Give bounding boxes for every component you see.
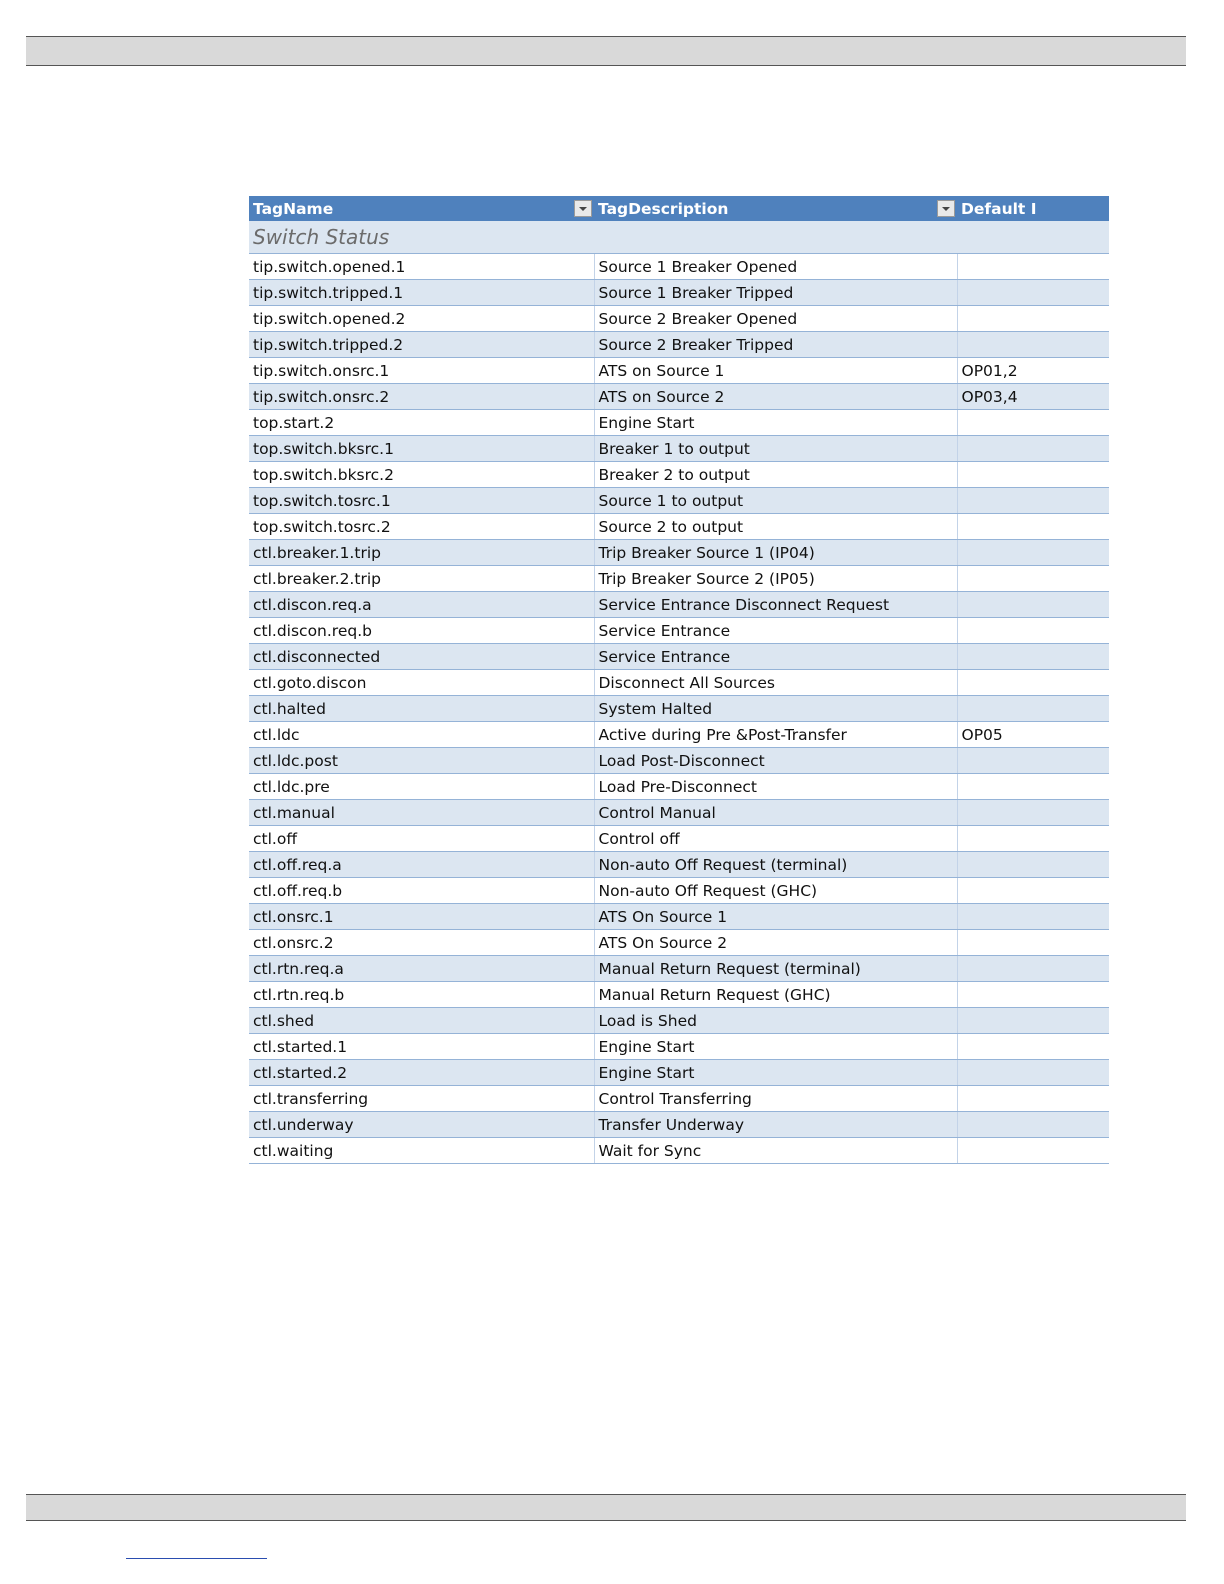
cell-tagdescription[interactable]: ATS On Source 2 [594, 930, 957, 956]
cell-default[interactable] [957, 592, 1109, 618]
cell-tagname[interactable]: ctl.ldc [249, 722, 594, 748]
cell-default[interactable] [957, 1060, 1109, 1086]
table-row [249, 462, 1109, 488]
table-row [249, 514, 1109, 540]
cell-default[interactable] [957, 488, 1109, 514]
cell-tagname[interactable]: top.start.2 [249, 410, 594, 436]
table-row [249, 1060, 1109, 1086]
cell-tagname[interactable]: tip.switch.onsrc.1 [249, 358, 594, 384]
table-row [249, 410, 1109, 436]
cell-tagname[interactable]: ctl.off.req.b [249, 878, 594, 904]
table-row [249, 1112, 1109, 1138]
cell-tagname[interactable]: ctl.waiting [249, 1138, 594, 1164]
cell-default[interactable] [957, 904, 1109, 930]
cell-default[interactable] [957, 332, 1109, 358]
table-row [249, 722, 1109, 748]
cell-tagdescription[interactable]: Control Manual [594, 800, 957, 826]
column-header-label: TagName [253, 199, 334, 218]
cell-default[interactable] [957, 410, 1109, 436]
cell-tagname[interactable]: ctl.manual [249, 800, 594, 826]
cell-tagdescription[interactable]: Source 1 to output [594, 488, 957, 514]
cell-tagname[interactable]: ctl.shed [249, 1008, 594, 1034]
cell-default[interactable]: OP03,4 [957, 384, 1109, 410]
cell-tagdescription[interactable]: Load is Shed [594, 1008, 957, 1034]
cell-tagdescription[interactable]: Service Entrance [594, 644, 957, 670]
cell-tagname[interactable]: ctl.goto.discon [249, 670, 594, 696]
cell-default[interactable] [957, 852, 1109, 878]
cell-default[interactable] [957, 1034, 1109, 1060]
cell-tagdescription[interactable]: ATS on Source 1 [594, 358, 957, 384]
cell-tagdescription[interactable]: Control Transferring [594, 1086, 957, 1112]
column-header-tagname [249, 196, 594, 221]
cell-default[interactable] [957, 514, 1109, 540]
cell-tagdescription[interactable]: Manual Return Request (GHC) [594, 982, 957, 1008]
cell-tagname[interactable]: tip.switch.opened.2 [249, 306, 594, 332]
cell-default[interactable] [957, 956, 1109, 982]
table-row [249, 878, 1109, 904]
table-row [249, 332, 1109, 358]
cell-tagdescription[interactable]: Non-auto Off Request (terminal) [594, 852, 957, 878]
cell-tagdescription[interactable]: Breaker 1 to output [594, 436, 957, 462]
table-row [249, 774, 1109, 800]
cell-tagdescription[interactable]: Trip Breaker Source 1 (IP04) [594, 540, 957, 566]
table-header-row [249, 196, 1109, 221]
cell-default[interactable] [957, 540, 1109, 566]
cell-tagdescription[interactable]: Control off [594, 826, 957, 852]
table-row [249, 956, 1109, 982]
cell-default[interactable] [957, 878, 1109, 904]
cell-tagdescription[interactable]: Load Pre-Disconnect [594, 774, 957, 800]
cell-tagdescription[interactable]: ATS On Source 1 [594, 904, 957, 930]
cell-default[interactable] [957, 930, 1109, 956]
cell-default[interactable] [957, 462, 1109, 488]
cell-tagname[interactable]: top.switch.bksrc.1 [249, 436, 594, 462]
column-header-label: Default I [961, 199, 1037, 218]
cell-tagname[interactable]: ctl.onsrc.2 [249, 930, 594, 956]
cell-tagdescription[interactable]: Active during Pre &Post-Transfer [594, 722, 957, 748]
footer-band [26, 1494, 1186, 1521]
column-header-label: TagDescription [598, 199, 729, 218]
filter-dropdown-icon[interactable] [937, 200, 955, 217]
cell-tagdescription[interactable]: Source 2 Breaker Tripped [594, 332, 957, 358]
table-row [249, 982, 1109, 1008]
cell-tagdescription[interactable]: Engine Start [594, 410, 957, 436]
cell-tagdescription[interactable]: Transfer Underway [594, 1112, 957, 1138]
cell-tagdescription[interactable]: Load Post-Disconnect [594, 748, 957, 774]
cell-default[interactable] [957, 1008, 1109, 1034]
table-row [249, 280, 1109, 306]
table-row [249, 852, 1109, 878]
cell-default[interactable] [957, 774, 1109, 800]
cell-tagname[interactable]: ctl.disconnected [249, 644, 594, 670]
cell-tagname[interactable]: ctl.discon.req.b [249, 618, 594, 644]
cell-default[interactable] [957, 1112, 1109, 1138]
cell-default[interactable] [957, 696, 1109, 722]
cell-tagname[interactable]: ctl.halted [249, 696, 594, 722]
footer-link-underline [126, 1558, 267, 1559]
cell-default[interactable] [957, 748, 1109, 774]
table-row [249, 358, 1109, 384]
cell-tagname[interactable]: ctl.rtn.req.a [249, 956, 594, 982]
cell-tagdescription[interactable]: Source 2 to output [594, 514, 957, 540]
table-row [249, 1034, 1109, 1060]
cell-tagname[interactable]: ctl.ldc.post [249, 748, 594, 774]
cell-tagdescription[interactable]: Service Entrance Disconnect Request [594, 592, 957, 618]
column-header-default [957, 196, 1109, 221]
cell-default[interactable] [957, 982, 1109, 1008]
cell-default[interactable] [957, 644, 1109, 670]
cell-tagdescription[interactable]: Source 1 Breaker Tripped [594, 280, 957, 306]
cell-tagdescription[interactable]: Manual Return Request (terminal) [594, 956, 957, 982]
column-header-tagdescription [594, 196, 957, 221]
cell-tagdescription[interactable]: Service Entrance [594, 618, 957, 644]
cell-default[interactable] [957, 800, 1109, 826]
table-row [249, 488, 1109, 514]
cell-default[interactable] [957, 306, 1109, 332]
table-row [249, 670, 1109, 696]
cell-default[interactable] [957, 826, 1109, 852]
cell-tagname[interactable]: top.switch.tosrc.2 [249, 514, 594, 540]
cell-tagname[interactable]: ctl.started.2 [249, 1060, 594, 1086]
table-row [249, 1138, 1109, 1164]
cell-default[interactable] [957, 280, 1109, 306]
cell-tagdescription[interactable]: Trip Breaker Source 2 (IP05) [594, 566, 957, 592]
cell-tagdescription[interactable]: System Halted [594, 696, 957, 722]
cell-tagname[interactable]: top.switch.bksrc.2 [249, 462, 594, 488]
cell-tagname[interactable]: ctl.discon.req.a [249, 592, 594, 618]
table-row [249, 696, 1109, 722]
cell-tagdescription[interactable]: Wait for Sync [594, 1138, 957, 1164]
cell-tagdescription[interactable]: Non-auto Off Request (GHC) [594, 878, 957, 904]
cell-tagdescription[interactable]: ATS on Source 2 [594, 384, 957, 410]
table-row [249, 904, 1109, 930]
table-row [249, 618, 1109, 644]
section-row [249, 221, 1109, 254]
cell-default[interactable] [957, 1086, 1109, 1112]
cell-tagdescription[interactable]: Breaker 2 to output [594, 462, 957, 488]
cell-default[interactable]: OP01,2 [957, 358, 1109, 384]
cell-tagname[interactable]: ctl.onsrc.1 [249, 904, 594, 930]
table-row [249, 306, 1109, 332]
cell-tagname[interactable]: tip.switch.opened.1 [249, 254, 594, 280]
table-row [249, 748, 1109, 774]
cell-default[interactable]: OP05 [957, 722, 1109, 748]
cell-tagname[interactable]: tip.switch.tripped.2 [249, 332, 594, 358]
header-band [26, 36, 1186, 66]
cell-tagname[interactable]: ctl.breaker.2.trip [249, 566, 594, 592]
cell-tagname[interactable]: top.switch.tosrc.1 [249, 488, 594, 514]
section-title: Switch Status [249, 221, 1109, 254]
cell-tagname[interactable]: ctl.underway [249, 1112, 594, 1138]
table-row [249, 592, 1109, 618]
cell-tagname[interactable]: ctl.breaker.1.trip [249, 540, 594, 566]
table-row [249, 1086, 1109, 1112]
cell-tagname[interactable]: ctl.off [249, 826, 594, 852]
cell-default[interactable] [957, 670, 1109, 696]
cell-tagname[interactable]: tip.switch.onsrc.2 [249, 384, 594, 410]
table-row [249, 254, 1109, 280]
table-row [249, 384, 1109, 410]
cell-tagname[interactable]: ctl.started.1 [249, 1034, 594, 1060]
filter-dropdown-icon[interactable] [574, 200, 592, 217]
table-row [249, 1008, 1109, 1034]
cell-tagname[interactable]: ctl.transferring [249, 1086, 594, 1112]
cell-tagdescription[interactable]: Disconnect All Sources [594, 670, 957, 696]
cell-tagdescription[interactable]: Engine Start [594, 1034, 957, 1060]
cell-tagname[interactable]: ctl.ldc.pre [249, 774, 594, 800]
table-row [249, 930, 1109, 956]
cell-tagname[interactable]: ctl.rtn.req.b [249, 982, 594, 1008]
table-row [249, 826, 1109, 852]
table-row [249, 566, 1109, 592]
cell-tagdescription[interactable]: Source 1 Breaker Opened [594, 254, 957, 280]
cell-default[interactable] [957, 1138, 1109, 1164]
cell-tagname[interactable]: ctl.off.req.a [249, 852, 594, 878]
cell-default[interactable] [957, 436, 1109, 462]
table-row [249, 644, 1109, 670]
cell-tagname[interactable]: tip.switch.tripped.1 [249, 280, 594, 306]
cell-tagdescription[interactable]: Source 2 Breaker Opened [594, 306, 957, 332]
table-row [249, 540, 1109, 566]
cell-tagdescription[interactable]: Engine Start [594, 1060, 957, 1086]
table-row [249, 800, 1109, 826]
cell-default[interactable] [957, 618, 1109, 644]
table-row [249, 436, 1109, 462]
tag-table-container [249, 196, 1037, 1172]
tag-table [249, 196, 1109, 1164]
cell-default[interactable] [957, 254, 1109, 280]
cell-default[interactable] [957, 566, 1109, 592]
